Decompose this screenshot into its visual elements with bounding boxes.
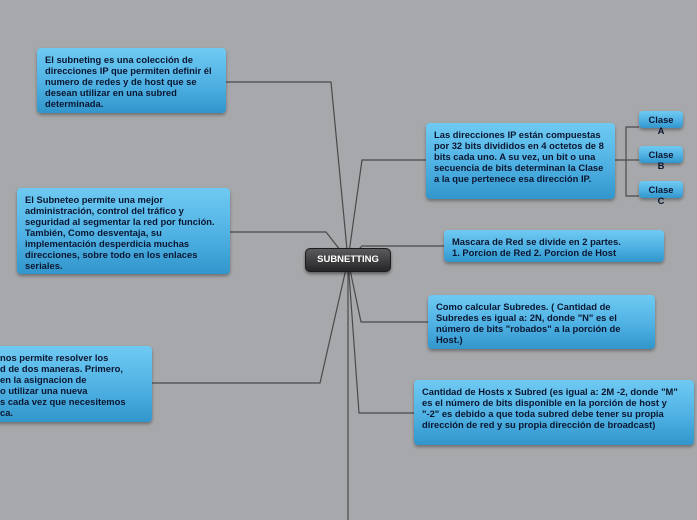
node-class-b[interactable]: Clase B — [639, 146, 683, 163]
node-ip-addresses[interactable]: Las direcciones IP están compuestas por 32 bits divididos en 4 octetos de 8 bits cada uno. A su vez, un bit o una secuencia de bits determinan la Clase a la que pertenece esa dirección IP. — [426, 123, 615, 199]
central-topic[interactable]: SUBNETTING — [305, 248, 391, 272]
node-mask[interactable]: Mascara de Red se divide en 2 partes. 1. Porcion de Red 2. Porcion de Host — [444, 230, 664, 262]
node-solve[interactable]: nos permite resolver los d de dos maneras. Primero, en la asignacion de o utilizar una nueva s cada vez que necesitemos ca. — [0, 346, 152, 422]
node-calc-subnets[interactable]: Como calcular Subredes. ( Cantidad de Subredes es igual a: 2N, donde "N" es el número de bits "robados" a la porción de Host.) — [428, 295, 655, 349]
node-advantages[interactable]: El Subneteo permite una mejor administración, control del tráfico y seguridad al segmentar la red por función. También, Como desventaja, su implementación desperdicia muchas direcciones, sobre todo en los enlaces seriales. — [17, 188, 230, 274]
node-class-c[interactable]: Clase C — [639, 181, 683, 198]
connector-class-a — [615, 127, 639, 160]
connector-definition — [226, 82, 348, 260]
connector-solve — [152, 260, 348, 383]
connector-ip-addresses — [348, 160, 426, 260]
node-hosts[interactable]: Cantidad de Hosts x Subred (es igual a: 2M -2, donde "M" es el número de bits disponible en la porción de host y "-2" es debido a que toda subred debe tener su propia dirección de red y su propia dirección de broadcast) — [414, 380, 694, 445]
node-class-a[interactable]: Clase A — [639, 111, 683, 128]
node-definition[interactable]: El subneting es una colección de direcciones IP que permiten definir él numero de redes y de host que se desean utilizar en una subred determinada. — [37, 48, 226, 113]
connector-class-c — [626, 160, 639, 196]
connector-hosts — [348, 260, 414, 413]
